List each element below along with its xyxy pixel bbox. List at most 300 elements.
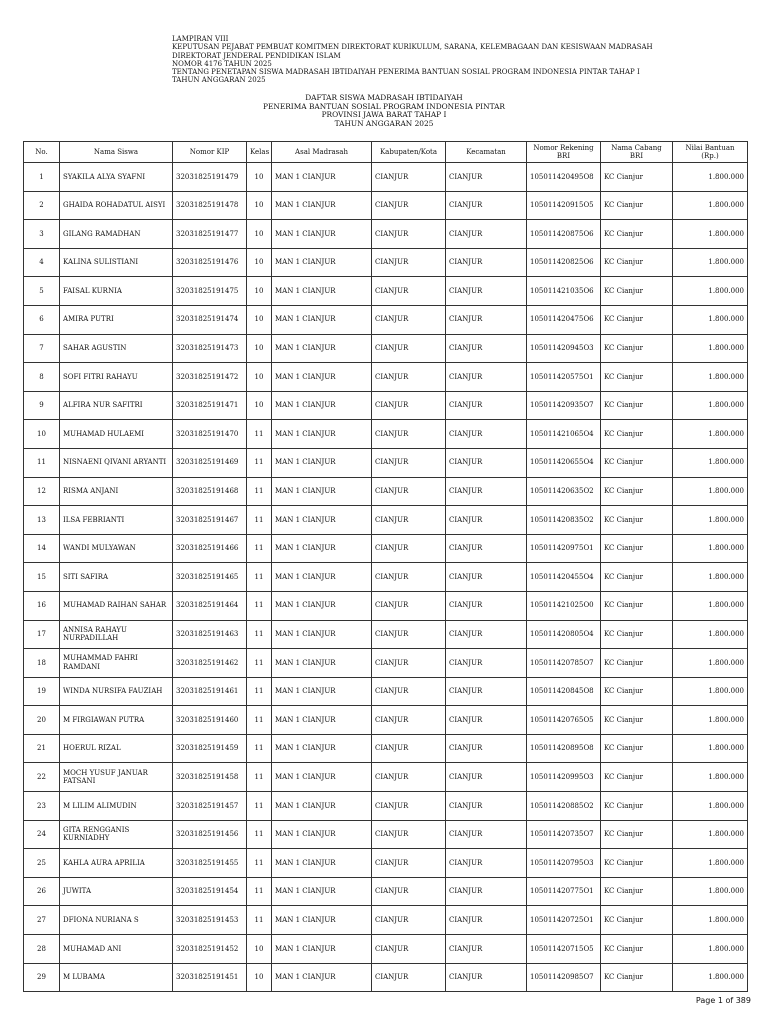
cell-nama-siswa: WINDA NURSIFA FAUZIAH: [60, 677, 173, 706]
cell-kecamatan: CIANJUR: [446, 849, 527, 878]
cell-nama-cabang: KC Cianjur: [601, 391, 673, 420]
cell-no: 9: [24, 391, 60, 420]
cell-nama-siswa: HOERUL RIZAL: [60, 734, 173, 763]
cell-kecamatan: CIANJUR: [446, 563, 527, 592]
cell-asal-madrasah: MAN 1 CIANJUR: [272, 277, 372, 306]
cell-kelas: 11: [247, 534, 272, 563]
cell-nama-cabang: KC Cianjur: [601, 191, 673, 220]
cell-kelas: 10: [247, 191, 272, 220]
document-header: [172, 35, 653, 85]
cell-kecamatan: CIANJUR: [446, 477, 527, 506]
cell-kecamatan: CIANJUR: [446, 820, 527, 849]
cell-nama-siswa: ANNISA RAHAYU NURPADILLAH: [60, 620, 173, 649]
cell-kelas: 11: [247, 420, 272, 449]
cell-kabupaten-kota: CIANJUR: [372, 820, 446, 849]
cell-nama-cabang: KC Cianjur: [601, 706, 673, 735]
cell-nama-cabang: KC Cianjur: [601, 277, 673, 306]
cell-nomor-rekening: 105011421025O0: [527, 591, 601, 620]
cell-nama-siswa: M LILIM ALIMUDIN: [60, 792, 173, 821]
cell-asal-madrasah: MAN 1 CIANJUR: [272, 792, 372, 821]
cell-nilai-bantuan: 1.800.000: [673, 935, 748, 964]
cell-nomor-rekening: 105011420825O6: [527, 248, 601, 277]
cell-kecamatan: CIANJUR: [446, 906, 527, 935]
cell-kecamatan: CIANJUR: [446, 877, 527, 906]
cell-kelas: 11: [247, 734, 272, 763]
cell-nomor-kip: 32031825191468: [173, 477, 247, 506]
cell-nama-siswa: SOFI FITRI RAHAYU: [60, 363, 173, 392]
cell-nomor-rekening: 105011421065O4: [527, 420, 601, 449]
cell-nilai-bantuan: 1.800.000: [673, 563, 748, 592]
cell-nomor-kip: 32031825191452: [173, 935, 247, 964]
table-body: [24, 163, 748, 992]
cell-no: 3: [24, 220, 60, 249]
cell-asal-madrasah: MAN 1 CIANJUR: [272, 706, 372, 735]
cell-nama-cabang: KC Cianjur: [601, 906, 673, 935]
cell-nomor-rekening: 105011420795O3: [527, 849, 601, 878]
col-header-no: No.: [24, 142, 60, 163]
cell-kabupaten-kota: CIANJUR: [372, 763, 446, 792]
cell-no: 1: [24, 163, 60, 192]
cell-kabupaten-kota: CIANJUR: [372, 477, 446, 506]
table-row: [24, 163, 748, 192]
cell-nomor-kip: 32031825191463: [173, 620, 247, 649]
cell-asal-madrasah: MAN 1 CIANJUR: [272, 649, 372, 678]
cell-nama-siswa: JUWITA: [60, 877, 173, 906]
table-row: [24, 792, 748, 821]
cell-no: 15: [24, 563, 60, 592]
col-header-nilai-bantuan: Nilai Bantuan (Rp.): [673, 142, 748, 163]
header-line: TENTANG PENETAPAN SISWA MADRASAH IBTIDAIYAH PENERIMA BANTUAN SOSIAL PROGRAM INDONESIA PINTAR TAHAP I: [172, 68, 640, 77]
cell-nomor-kip: 32031825191479: [173, 163, 247, 192]
cell-kecamatan: CIANJUR: [446, 792, 527, 821]
cell-kecamatan: CIANJUR: [446, 734, 527, 763]
cell-no: 11: [24, 448, 60, 477]
cell-kelas: 11: [247, 763, 272, 792]
cell-nomor-kip: 32031825191475: [173, 277, 247, 306]
table-row: [24, 649, 748, 678]
table-row: [24, 706, 748, 735]
cell-no: 14: [24, 534, 60, 563]
cell-asal-madrasah: MAN 1 CIANJUR: [272, 191, 372, 220]
cell-kecamatan: CIANJUR: [446, 591, 527, 620]
cell-nomor-rekening: 105011420835O2: [527, 506, 601, 535]
cell-asal-madrasah: MAN 1 CIANJUR: [272, 734, 372, 763]
table-row: [24, 477, 748, 506]
cell-asal-madrasah: MAN 1 CIANJUR: [272, 363, 372, 392]
cell-nilai-bantuan: 1.800.000: [673, 706, 748, 735]
cell-nama-siswa: GITA RENGGANIS KURNIADHY: [60, 820, 173, 849]
cell-kecamatan: CIANJUR: [446, 506, 527, 535]
cell-nomor-kip: 32031825191461: [173, 677, 247, 706]
cell-kelas: 11: [247, 448, 272, 477]
cell-nama-siswa: MUHAMAD HULAEMI: [60, 420, 173, 449]
cell-nilai-bantuan: 1.800.000: [673, 477, 748, 506]
cell-asal-madrasah: MAN 1 CIANJUR: [272, 248, 372, 277]
table-row: [24, 506, 748, 535]
cell-nilai-bantuan: 1.800.000: [673, 506, 748, 535]
cell-kelas: 10: [247, 963, 272, 992]
header-line: DIREKTORAT JENDERAL PENDIDIKAN ISLAM: [172, 51, 341, 60]
cell-nama-siswa: M LUBAMA: [60, 963, 173, 992]
cell-nomor-kip: 32031825191471: [173, 391, 247, 420]
cell-nama-cabang: KC Cianjur: [601, 163, 673, 192]
cell-kelas: 11: [247, 620, 272, 649]
cell-kecamatan: CIANJUR: [446, 248, 527, 277]
cell-kecamatan: CIANJUR: [446, 649, 527, 678]
cell-nomor-rekening: 105011420775O1: [527, 877, 601, 906]
cell-nilai-bantuan: 1.800.000: [673, 734, 748, 763]
cell-nomor-kip: 32031825191467: [173, 506, 247, 535]
cell-nilai-bantuan: 1.800.000: [673, 591, 748, 620]
cell-nama-cabang: KC Cianjur: [601, 305, 673, 334]
cell-nama-cabang: KC Cianjur: [601, 877, 673, 906]
cell-no: 21: [24, 734, 60, 763]
cell-nama-siswa: NISNAENI QIVANI ARYANTI: [60, 448, 173, 477]
cell-kelas: 11: [247, 706, 272, 735]
cell-nama-siswa: ALFIRA NUR SAFITRI: [60, 391, 173, 420]
cell-nilai-bantuan: 1.800.000: [673, 792, 748, 821]
col-header-asal-madrasah: Asal Madrasah: [272, 142, 372, 163]
cell-nomor-kip: 32031825191465: [173, 563, 247, 592]
cell-kabupaten-kota: CIANJUR: [372, 563, 446, 592]
table-row: [24, 563, 748, 592]
col-header-nomor-kip: Nomor KIP: [173, 142, 247, 163]
cell-kelas: 10: [247, 305, 272, 334]
col-header-kabupaten-kota: Kabupaten/Kota: [372, 142, 446, 163]
cell-nomor-rekening: 105011420915O5: [527, 191, 601, 220]
cell-kabupaten-kota: CIANJUR: [372, 334, 446, 363]
cell-kecamatan: CIANJUR: [446, 391, 527, 420]
cell-kelas: 11: [247, 906, 272, 935]
cell-kabupaten-kota: CIANJUR: [372, 963, 446, 992]
cell-nomor-kip: 32031825191459: [173, 734, 247, 763]
table-row: [24, 305, 748, 334]
cell-nomor-rekening: 105011420985O7: [527, 963, 601, 992]
table-row: [24, 906, 748, 935]
cell-nomor-rekening: 105011420495O8: [527, 163, 601, 192]
header-line: LAMPIRAN VIII: [172, 35, 229, 43]
cell-nilai-bantuan: 1.800.000: [673, 248, 748, 277]
cell-nilai-bantuan: 1.800.000: [673, 763, 748, 792]
cell-nama-siswa: SAHAR AGUSTIN: [60, 334, 173, 363]
cell-nomor-rekening: 105011420765O5: [527, 706, 601, 735]
table-row: [24, 391, 748, 420]
table-row: [24, 935, 748, 964]
cell-nama-siswa: MUHAMAD RAIHAN SAHAR: [60, 591, 173, 620]
cell-nama-siswa: FAISAL KURNIA: [60, 277, 173, 306]
col-header-kecamatan: Kecamatan: [446, 142, 527, 163]
table-header-row: [24, 142, 748, 163]
table-row: [24, 334, 748, 363]
table-row: [24, 534, 748, 563]
cell-nama-siswa: MOCH YUSUF JANUAR FATSANI: [60, 763, 173, 792]
cell-nomor-rekening: 105011420735O7: [527, 820, 601, 849]
cell-nama-siswa: WANDI MULYAWAN: [60, 534, 173, 563]
cell-no: 2: [24, 191, 60, 220]
cell-kelas: 11: [247, 877, 272, 906]
cell-nama-cabang: KC Cianjur: [601, 792, 673, 821]
cell-no: 19: [24, 677, 60, 706]
cell-asal-madrasah: MAN 1 CIANJUR: [272, 877, 372, 906]
cell-nilai-bantuan: 1.800.000: [673, 677, 748, 706]
table-row: [24, 849, 748, 878]
cell-kelas: 11: [247, 506, 272, 535]
cell-nama-siswa: GILANG RAMADHAN: [60, 220, 173, 249]
cell-nama-siswa: RISMA ANJANI: [60, 477, 173, 506]
cell-nama-cabang: KC Cianjur: [601, 734, 673, 763]
cell-no: 7: [24, 334, 60, 363]
title-line: DAFTAR SISWA MADRASAH IBTIDAIYAH: [305, 93, 463, 102]
cell-kelas: 10: [247, 334, 272, 363]
cell-nama-cabang: KC Cianjur: [601, 820, 673, 849]
cell-kecamatan: CIANJUR: [446, 763, 527, 792]
cell-kelas: 10: [247, 363, 272, 392]
cell-nomor-rekening: 105011420975O1: [527, 534, 601, 563]
cell-nama-cabang: KC Cianjur: [601, 649, 673, 678]
table-row: [24, 363, 748, 392]
cell-kecamatan: CIANJUR: [446, 277, 527, 306]
cell-asal-madrasah: MAN 1 CIANJUR: [272, 163, 372, 192]
cell-asal-madrasah: MAN 1 CIANJUR: [272, 935, 372, 964]
cell-kecamatan: CIANJUR: [446, 191, 527, 220]
cell-nama-cabang: KC Cianjur: [601, 248, 673, 277]
col-header-nama-cabang: Nama Cabang BRI: [601, 142, 673, 163]
cell-nilai-bantuan: 1.800.000: [673, 906, 748, 935]
cell-no: 22: [24, 763, 60, 792]
cell-nilai-bantuan: 1.800.000: [673, 220, 748, 249]
cell-kabupaten-kota: CIANJUR: [372, 163, 446, 192]
cell-kecamatan: CIANJUR: [446, 620, 527, 649]
cell-nilai-bantuan: 1.800.000: [673, 849, 748, 878]
cell-nama-cabang: KC Cianjur: [601, 506, 673, 535]
cell-kabupaten-kota: CIANJUR: [372, 448, 446, 477]
cell-nilai-bantuan: 1.800.000: [673, 448, 748, 477]
table-row: [24, 591, 748, 620]
cell-asal-madrasah: MAN 1 CIANJUR: [272, 506, 372, 535]
cell-nomor-rekening: 105011420885O2: [527, 792, 601, 821]
cell-nomor-rekening: 105011421035O6: [527, 277, 601, 306]
cell-kelas: 11: [247, 477, 272, 506]
student-table: [23, 141, 748, 992]
cell-asal-madrasah: MAN 1 CIANJUR: [272, 906, 372, 935]
cell-kecamatan: CIANJUR: [446, 935, 527, 964]
cell-no: 5: [24, 277, 60, 306]
cell-nama-cabang: KC Cianjur: [601, 763, 673, 792]
cell-kelas: 10: [247, 391, 272, 420]
header-line: TAHUN ANGGARAN 2025: [172, 76, 266, 85]
header-line: NOMOR 4176 TAHUN 2025: [172, 59, 272, 68]
cell-no: 26: [24, 877, 60, 906]
cell-kecamatan: CIANJUR: [446, 677, 527, 706]
cell-kabupaten-kota: CIANJUR: [372, 706, 446, 735]
cell-nilai-bantuan: 1.800.000: [673, 277, 748, 306]
cell-nama-cabang: KC Cianjur: [601, 591, 673, 620]
cell-nilai-bantuan: 1.800.000: [673, 191, 748, 220]
cell-kelas: 11: [247, 677, 272, 706]
cell-nama-cabang: KC Cianjur: [601, 935, 673, 964]
page-number: Page 1 of 389: [695, 996, 751, 1005]
cell-asal-madrasah: MAN 1 CIANJUR: [272, 534, 372, 563]
cell-nomor-rekening: 105011420895O8: [527, 734, 601, 763]
cell-nilai-bantuan: 1.800.000: [673, 305, 748, 334]
cell-kelas: 10: [247, 163, 272, 192]
cell-kelas: 11: [247, 649, 272, 678]
cell-no: 12: [24, 477, 60, 506]
cell-nomor-rekening: 105011420935O7: [527, 391, 601, 420]
cell-nama-cabang: KC Cianjur: [601, 563, 673, 592]
cell-asal-madrasah: MAN 1 CIANJUR: [272, 391, 372, 420]
table-row: [24, 763, 748, 792]
cell-nomor-rekening: 105011420475O6: [527, 305, 601, 334]
cell-asal-madrasah: MAN 1 CIANJUR: [272, 220, 372, 249]
cell-kabupaten-kota: CIANJUR: [372, 248, 446, 277]
cell-kecamatan: CIANJUR: [446, 534, 527, 563]
cell-kecamatan: CIANJUR: [446, 220, 527, 249]
cell-nomor-kip: 32031825191462: [173, 649, 247, 678]
cell-nilai-bantuan: 1.800.000: [673, 163, 748, 192]
cell-asal-madrasah: MAN 1 CIANJUR: [272, 334, 372, 363]
cell-nama-cabang: KC Cianjur: [601, 534, 673, 563]
cell-kabupaten-kota: CIANJUR: [372, 277, 446, 306]
cell-nama-siswa: M FIRGIAWAN PUTRA: [60, 706, 173, 735]
cell-kabupaten-kota: CIANJUR: [372, 591, 446, 620]
header-line: KEPUTUSAN PEJABAT PEMBUAT KOMITMEN DIREKTORAT KURIKULUM, SARANA, KELEMBAGAAN DAN KESISWAAN MADRASAH: [172, 43, 653, 52]
table-row: [24, 248, 748, 277]
cell-nomor-kip: 32031825191466: [173, 534, 247, 563]
cell-no: 16: [24, 591, 60, 620]
cell-nilai-bantuan: 1.800.000: [673, 334, 748, 363]
cell-nilai-bantuan: 1.800.000: [673, 363, 748, 392]
cell-kelas: 11: [247, 820, 272, 849]
cell-kelas: 10: [247, 277, 272, 306]
cell-kelas: 11: [247, 849, 272, 878]
cell-no: 28: [24, 935, 60, 964]
cell-nama-cabang: KC Cianjur: [601, 477, 673, 506]
cell-nama-siswa: SYAKILA ALYA SYAFNI: [60, 163, 173, 192]
cell-kecamatan: CIANJUR: [446, 334, 527, 363]
cell-nomor-kip: 32031825191456: [173, 820, 247, 849]
cell-nomor-kip: 32031825191464: [173, 591, 247, 620]
cell-nomor-rekening: 105011420715O5: [527, 935, 601, 964]
cell-nama-cabang: KC Cianjur: [601, 220, 673, 249]
cell-kelas: 10: [247, 220, 272, 249]
cell-nilai-bantuan: 1.800.000: [673, 620, 748, 649]
cell-kabupaten-kota: CIANJUR: [372, 391, 446, 420]
col-header-nomor-rekening: Nomor Rekening BRI: [527, 142, 601, 163]
cell-nomor-rekening: 105011420875O6: [527, 220, 601, 249]
table-row: [24, 620, 748, 649]
cell-nama-cabang: KC Cianjur: [601, 448, 673, 477]
cell-nomor-kip: 32031825191458: [173, 763, 247, 792]
cell-nomor-rekening: 105011420575O1: [527, 363, 601, 392]
cell-asal-madrasah: MAN 1 CIANJUR: [272, 763, 372, 792]
cell-kabupaten-kota: CIANJUR: [372, 792, 446, 821]
title-line: TAHUN ANGGARAN 2025: [334, 118, 434, 128]
cell-nama-cabang: KC Cianjur: [601, 620, 673, 649]
cell-kabupaten-kota: CIANJUR: [372, 305, 446, 334]
table-row: [24, 877, 748, 906]
cell-kecamatan: CIANJUR: [446, 363, 527, 392]
cell-nomor-kip: 32031825191453: [173, 906, 247, 935]
cell-nama-cabang: KC Cianjur: [601, 963, 673, 992]
cell-asal-madrasah: MAN 1 CIANJUR: [272, 305, 372, 334]
cell-kecamatan: CIANJUR: [446, 448, 527, 477]
cell-nilai-bantuan: 1.800.000: [673, 534, 748, 563]
cell-no: 10: [24, 420, 60, 449]
cell-kabupaten-kota: CIANJUR: [372, 420, 446, 449]
cell-nomor-rekening: 105011420455O4: [527, 563, 601, 592]
cell-kabupaten-kota: CIANJUR: [372, 534, 446, 563]
cell-kelas: 11: [247, 792, 272, 821]
cell-no: 18: [24, 649, 60, 678]
cell-nomor-kip: 32031825191478: [173, 191, 247, 220]
cell-no: 4: [24, 248, 60, 277]
cell-nama-siswa: KAHLA AURA APRILIA: [60, 849, 173, 878]
cell-nomor-rekening: 105011420785O7: [527, 649, 601, 678]
cell-nilai-bantuan: 1.800.000: [673, 877, 748, 906]
cell-nomor-kip: 32031825191474: [173, 305, 247, 334]
cell-nomor-kip: 32031825191469: [173, 448, 247, 477]
cell-nama-cabang: KC Cianjur: [601, 334, 673, 363]
table-row: [24, 191, 748, 220]
table-row: [24, 734, 748, 763]
cell-no: 17: [24, 620, 60, 649]
cell-kabupaten-kota: CIANJUR: [372, 906, 446, 935]
table-row: [24, 677, 748, 706]
cell-asal-madrasah: MAN 1 CIANJUR: [272, 563, 372, 592]
cell-nilai-bantuan: 1.800.000: [673, 649, 748, 678]
cell-no: 24: [24, 820, 60, 849]
cell-no: 27: [24, 906, 60, 935]
cell-nomor-kip: 32031825191460: [173, 706, 247, 735]
cell-nama-siswa: KALINA SULISTIANI: [60, 248, 173, 277]
cell-kelas: 10: [247, 935, 272, 964]
cell-nilai-bantuan: 1.800.000: [673, 820, 748, 849]
cell-nomor-rekening: 105011420945O3: [527, 334, 601, 363]
cell-no: 6: [24, 305, 60, 334]
cell-no: 29: [24, 963, 60, 992]
cell-nomor-kip: 32031825191451: [173, 963, 247, 992]
cell-kabupaten-kota: CIANJUR: [372, 677, 446, 706]
cell-no: 23: [24, 792, 60, 821]
cell-no: 8: [24, 363, 60, 392]
table-row: [24, 277, 748, 306]
cell-nomor-rekening: 105011420635O2: [527, 477, 601, 506]
col-header-nama-siswa: Nama Siswa: [60, 142, 173, 163]
cell-kabupaten-kota: CIANJUR: [372, 191, 446, 220]
cell-nomor-kip: 32031825191476: [173, 248, 247, 277]
cell-nomor-rekening: 105011420845O8: [527, 677, 601, 706]
cell-nomor-rekening: 105011420805O4: [527, 620, 601, 649]
cell-nama-siswa: MUHAMAD ANI: [60, 935, 173, 964]
cell-asal-madrasah: MAN 1 CIANJUR: [272, 448, 372, 477]
cell-kabupaten-kota: CIANJUR: [372, 877, 446, 906]
cell-asal-madrasah: MAN 1 CIANJUR: [272, 849, 372, 878]
title-line: PROVINSI JAWA BARAT TAHAP I: [321, 110, 447, 120]
cell-kabupaten-kota: CIANJUR: [372, 734, 446, 763]
cell-nomor-rekening: 105011420725O1: [527, 906, 601, 935]
table-row: [24, 963, 748, 992]
table-row: [24, 820, 748, 849]
cell-kelas: 11: [247, 563, 272, 592]
cell-nomor-kip: 32031825191457: [173, 792, 247, 821]
cell-nama-cabang: KC Cianjur: [601, 363, 673, 392]
title-line: PENERIMA BANTUAN SOSIAL PROGRAM INDONESIA PINTAR: [263, 101, 505, 111]
cell-kecamatan: CIANJUR: [446, 963, 527, 992]
cell-kecamatan: CIANJUR: [446, 706, 527, 735]
cell-kelas: 11: [247, 591, 272, 620]
cell-kecamatan: CIANJUR: [446, 305, 527, 334]
